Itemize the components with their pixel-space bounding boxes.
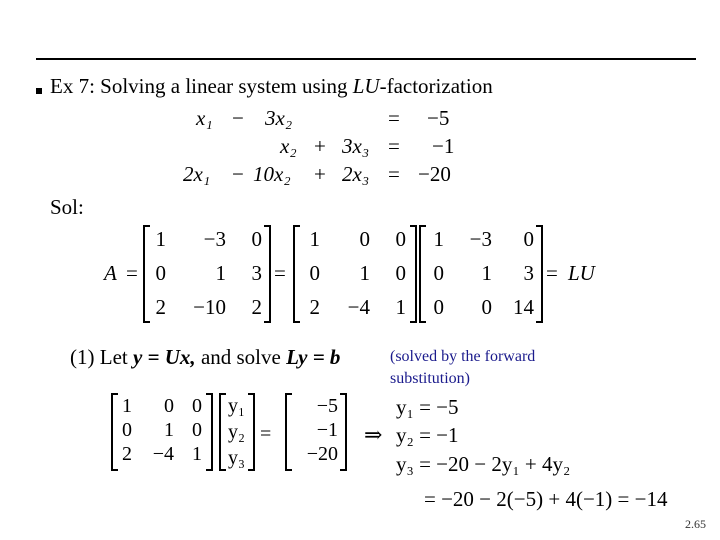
matrix-cell: 1 [155, 227, 166, 251]
matrix-cell: 2 [122, 443, 132, 465]
forward-system [112, 394, 382, 470]
bracket-right [248, 394, 254, 470]
system-term: x₁ [196, 106, 213, 130]
system-rhs: −1 [432, 134, 455, 158]
matrix-cell: −3 [469, 227, 492, 251]
implies-arrow-icon: ⇒ [364, 422, 383, 447]
matrix-cell: 0 [192, 419, 202, 441]
system-rhs: −20 [418, 162, 451, 186]
bracket-left [420, 226, 426, 322]
title-italic: LU [352, 74, 380, 98]
bracket-left [220, 394, 226, 470]
matrix-L [310, 227, 407, 319]
solutions [396, 395, 668, 511]
bracket-right [410, 226, 416, 322]
matrix-cell: 2 [155, 295, 166, 319]
bracket-right [206, 394, 212, 470]
system-row-1 [195, 106, 449, 130]
equals-sign: = [274, 261, 286, 285]
matrix-cell: 1 [433, 227, 444, 251]
matrix-cell: 1 [481, 261, 492, 285]
matrix-cell: 1 [215, 261, 226, 285]
system-term: 2x₁ [183, 162, 211, 186]
system-op: + [314, 162, 326, 186]
matrix-cell: 3 [523, 261, 534, 285]
system-eq: = [388, 162, 400, 186]
matrix-cell: −10 [193, 295, 226, 319]
system-term: x₂ [280, 134, 297, 158]
matrix-cell: 0 [395, 261, 406, 285]
matrix-cell: 2 [309, 295, 320, 319]
step-expr-c: Ly = b [286, 345, 341, 369]
bracket-left [286, 394, 292, 470]
step-text [70, 345, 340, 369]
system-term: 2x₃ [342, 162, 370, 186]
system-eq: = [388, 134, 400, 158]
matrix-cell: −3 [203, 227, 226, 251]
system-term: 3x₃ [342, 134, 370, 158]
system-rhs: −5 [427, 106, 450, 130]
system-row-2 [279, 134, 454, 158]
equals-sign: = [546, 261, 558, 285]
solution-line: y₁ = −5 [396, 395, 459, 419]
title-prefix: Ex 7: Solving a linear system using [50, 74, 353, 98]
vector-y [228, 395, 245, 469]
matrix-cell: 1 [359, 261, 370, 285]
system-term: 3x₂ [265, 106, 293, 130]
system-eq: = [388, 106, 400, 130]
matrix-L-forward [122, 395, 202, 465]
bracket-right [340, 394, 346, 470]
matrix-cell: 1 [309, 227, 320, 251]
vector-b [307, 395, 338, 465]
A-label: A [104, 261, 117, 285]
matrix-cell: 0 [164, 395, 174, 417]
matrix-cell: 2 [251, 295, 262, 319]
forward-substitution-note: (solved by the forward substitution) [390, 348, 536, 387]
matrix-cell: −4 [152, 443, 174, 465]
title-suffix: -factorization [379, 74, 493, 98]
matrix-cell: 0 [433, 295, 444, 319]
bracket-right [536, 226, 542, 322]
vector-cell: −1 [316, 419, 338, 441]
step-label: (1) Let [70, 345, 133, 369]
solution-line: y₂ = −1 [396, 423, 459, 447]
linear-system [183, 106, 454, 186]
bracket-left [112, 394, 118, 470]
step-line [70, 345, 340, 369]
step-expr-a: y = Ux, [132, 345, 196, 369]
matrix-cell: 0 [433, 261, 444, 285]
equals-sign: = [126, 261, 138, 285]
vector-cell: −5 [316, 395, 338, 417]
step-expr-b: and solve [195, 345, 287, 369]
matrix-cell: 0 [523, 227, 534, 251]
matrix-cell: 1 [395, 295, 406, 319]
matrix-cell: 1 [192, 443, 202, 465]
matrix-cell: 14 [513, 295, 534, 319]
vector-cell: y₂ [228, 421, 245, 443]
matrix-cell: 3 [251, 261, 262, 285]
system-op: − [232, 106, 244, 130]
bracket-left [294, 226, 300, 322]
vector-cell: y₃ [228, 447, 245, 469]
vector-cell: −20 [306, 443, 338, 465]
vector-cell: y₁ [228, 395, 245, 417]
matrix-cell: 0 [309, 261, 320, 285]
solution-line: = −20 − 2(−5) + 4(−1) = −14 [424, 487, 668, 511]
page-number: 2.65 [685, 517, 706, 531]
matrix-cell: 1 [122, 395, 132, 417]
matrix-cell: 0 [122, 419, 132, 441]
factorization [102, 226, 597, 322]
system-op: − [232, 162, 244, 186]
matrix-U [434, 227, 535, 319]
matrix-cell: 0 [192, 395, 202, 417]
LU-label: LU [568, 261, 595, 285]
bracket-right [264, 226, 270, 322]
matrix-cell: 0 [359, 227, 370, 251]
matrix-cell: 0 [481, 295, 492, 319]
system-op: + [314, 134, 326, 158]
matrix-cell: 0 [251, 227, 262, 251]
system-row-3 [183, 162, 451, 186]
matrix-cell: 0 [155, 261, 166, 285]
matrix-cell: 0 [395, 227, 406, 251]
solution-line: y₃ = −20 − 2y₁ + 4y₂ [396, 452, 571, 476]
bracket-left [144, 226, 150, 322]
matrix-cell: 1 [164, 419, 174, 441]
equals-sign: = [260, 423, 272, 445]
system-term: 10x₂ [253, 162, 291, 186]
matrix-cell: −4 [347, 295, 370, 319]
matrix-A [156, 227, 263, 319]
sol-label: Sol: [50, 195, 84, 219]
